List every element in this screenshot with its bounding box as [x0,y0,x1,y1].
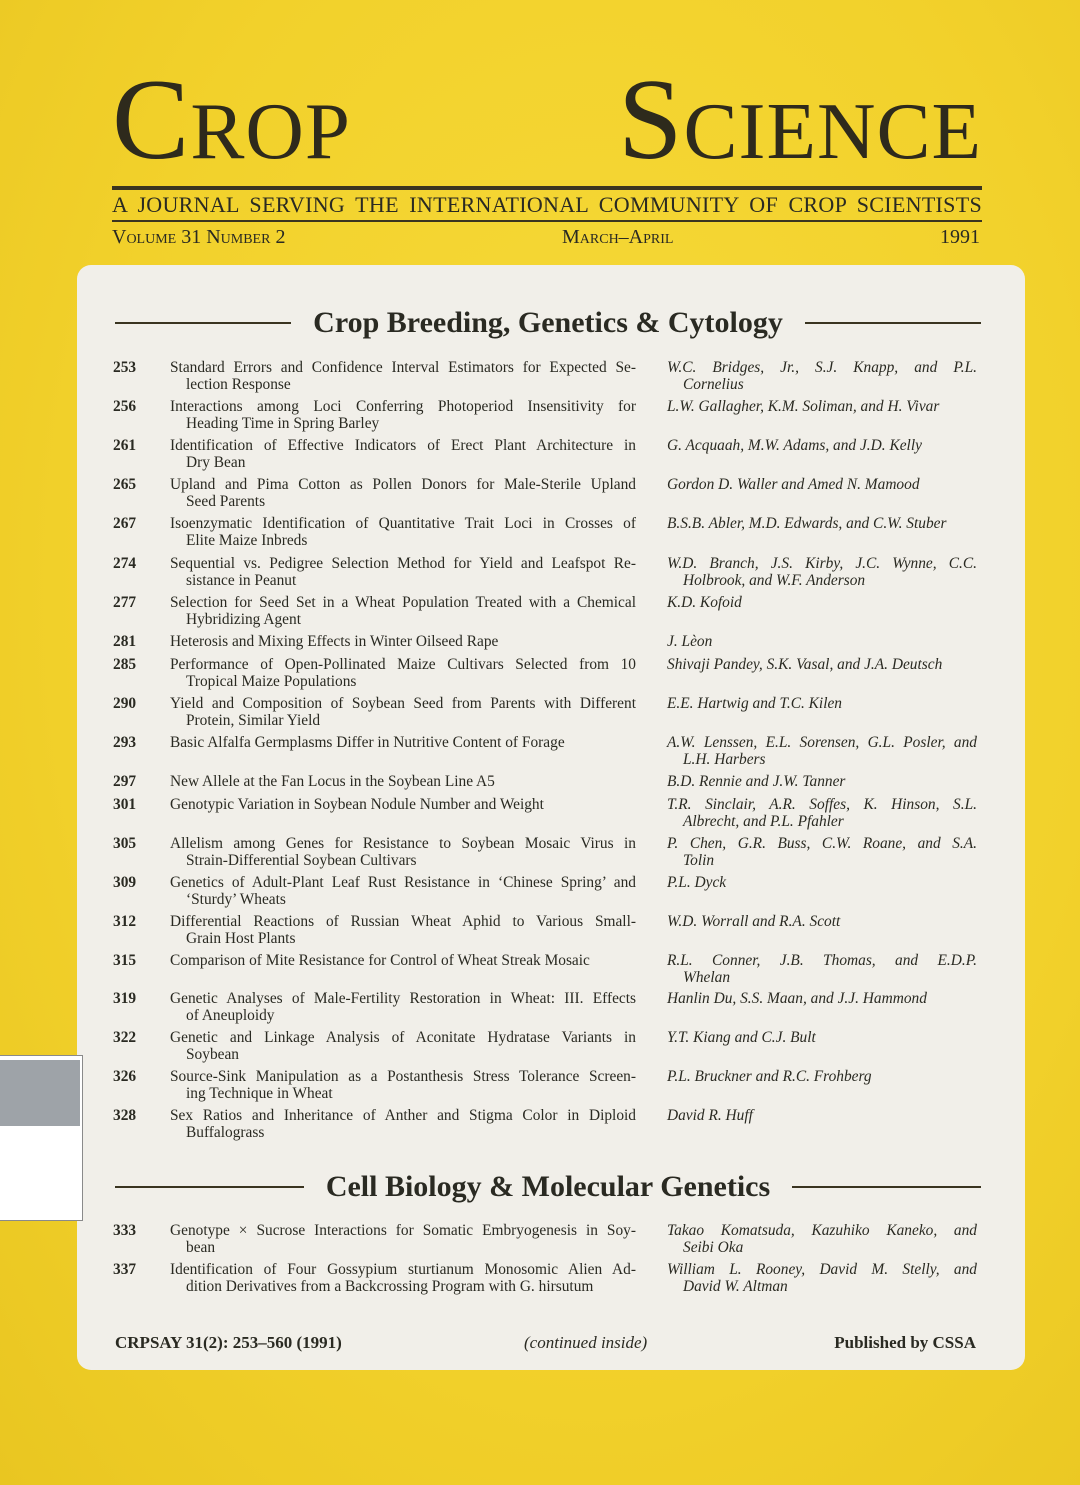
page-number: 322 [113,1029,137,1046]
article-title-line: Soybean [186,1045,240,1063]
article-title-line: Elite Maize Inbreds [186,531,308,549]
article-title-line: Standard Errors and Confidence Interval Estimators for Expected Se- [170,359,636,376]
page-number: 312 [113,913,137,930]
article-title-line: Genetic and Linkage Analysis of Aconitate Hydratase Variants in [170,1029,636,1046]
page-number: 293 [113,734,137,751]
article-title-line: sistance in Peanut [186,571,297,589]
article-title [170,438,636,471]
continued-note: (continued inside) [524,1333,648,1352]
article-title [170,1030,636,1063]
article-authors-line: G. Acquaah, M.W. Adams, and J.D. Kelly [667,437,922,454]
page-number: 333 [113,1222,137,1239]
issue-date: March–April [562,226,674,248]
article-title [170,399,636,432]
journal-code: CRPSAY 31(2): 253–560 (1991) [115,1333,342,1352]
article-authors [667,953,977,986]
article-authors-line: Takao Komatsuda, Kazuhiko Kaneko, and [667,1222,977,1239]
article-title [170,477,636,510]
masthead-rule-bottom [112,220,982,222]
page-number: 297 [113,773,137,790]
article-authors [667,438,977,455]
article-authors [667,1262,977,1295]
section-heading [115,1170,981,1204]
article-title [170,1223,636,1256]
article-authors-line: David R. Huff [667,1107,753,1124]
article-authors [667,1108,977,1125]
page-number: 285 [113,656,137,673]
article-title-line: bean [186,1238,216,1256]
article-title-line: Source-Sink Manipulation as a Postanthesis Stress Tolerance Screen- [170,1068,636,1085]
article-authors-line: B.D. Rennie and J.W. Tanner [667,773,846,790]
article-authors-line: R.L. Conner, J.B. Thomas, and E.D.P. [667,952,977,969]
library-sticker-strip [0,1060,80,1126]
article-title [170,735,636,752]
article-authors-line: A.W. Lenssen, E.L. Sorensen, G.L. Posler, and [667,734,977,751]
article-title-line: Tropical Maize Populations [186,672,357,690]
article-authors [667,477,977,494]
journal-title [112,56,982,184]
article-authors [667,360,977,393]
article-authors-line: Whelan [683,968,731,986]
article-authors-line: William L. Rooney, David M. Stelly, and [667,1261,977,1278]
article-title-line: Comparison of Mite Resistance for Control of Wheat Streak Mosaic [170,952,590,969]
article-authors-line: W.D. Worrall and R.A. Scott [667,913,841,930]
article-title-line: Selection for Seed Set in a Wheat Population Treated with a Chemical [170,594,636,611]
article-authors [667,991,977,1008]
article-authors [667,1030,977,1047]
article-authors [667,797,977,830]
article-title [170,516,636,549]
article-authors [667,657,977,674]
page-number: 305 [113,835,137,852]
article-title-line: Yield and Composition of Soybean Seed from Parents with Different [170,695,636,712]
article-title [170,991,636,1024]
article-title-line: Buffalograss [186,1123,265,1141]
article-authors-line: L.W. Gallagher, K.M. Soliman, and H. Vivar [667,398,940,415]
article-authors-line: K.D. Kofoid [667,594,742,611]
article-authors [667,516,977,533]
article-authors-line: Y.T. Kiang and C.J. Bult [667,1029,816,1046]
article-authors-line: Albrecht, and P.L. Pfahler [683,812,844,830]
article-title [170,360,636,393]
article-title-line: Dry Bean [186,453,246,471]
journal-subtitle: A JOURNAL SERVING THE INTERNATIONAL COMMUNITY OF CROP SCIENTISTS [112,192,982,217]
article-title [170,953,636,970]
article-authors-line: Shivaji Pandey, S.K. Vasal, and J.A. Deutsch [667,656,943,673]
article-title-line: Differential Reactions of Russian Wheat Aphid to Various Small- [170,913,636,930]
masthead [112,56,982,248]
article-title [170,634,636,651]
page-number: 256 [113,398,137,415]
article-authors-line: Hanlin Du, S.S. Maan, and J.J. Hammond [667,990,927,1007]
section-heading [115,306,981,340]
article-title-line: lection Response [186,375,291,393]
article-title [170,657,636,690]
article-title-line: ‘Sturdy’ Wheats [186,890,286,908]
heading-rule-right [805,322,981,324]
article-authors-line: J. Lèon [667,633,713,650]
page-number: 267 [113,515,137,532]
article-authors-line: Tolin [683,851,715,869]
library-sticker [0,1055,83,1221]
article-authors [667,634,977,651]
article-authors-line: W.C. Bridges, Jr., S.J. Knapp, and P.L. [667,359,977,376]
page-number: 328 [113,1107,137,1124]
page-number: 309 [113,874,137,891]
article-title-line: Genetics of Adult-Plant Leaf Rust Resistance in ‘Chinese Spring’ and [170,874,636,891]
article-title [170,556,636,589]
article-authors-line: E.E. Hartwig and T.C. Kilen [667,695,843,712]
article-title-line: ing Technique in Wheat [186,1084,333,1102]
section-heading-text: Cell Biology & Molecular Genetics [325,1170,771,1203]
article-title-line: Sequential vs. Pedigree Selection Method for Yield and Leafspot Re- [170,555,636,572]
page-number: 265 [113,476,137,493]
volume-number: Volume 31 Number 2 [112,226,286,248]
issue-year: 1991 [940,226,980,248]
article-authors [667,914,977,931]
article-title-line: Isoenzymatic Identification of Quantitative Trait Loci in Crosses of [170,515,636,532]
article-title-line: New Allele at the Fan Locus in the Soybean Line A5 [170,773,495,790]
article-title-line: Allelism among Genes for Resistance to Soybean Mosaic Virus in [170,835,636,852]
article-title-line: Strain-Differential Soybean Cultivars [186,851,417,869]
article-authors-line: Seibi Oka [683,1238,744,1256]
article-authors [667,875,977,892]
title-word-science: Science [618,56,982,184]
article-authors [667,556,977,589]
article-authors-line: Cornelius [683,375,744,393]
article-title [170,836,636,869]
article-authors-line: Gordon D. Waller and Amed N. Mamood [667,476,920,493]
article-authors [667,1223,977,1256]
article-title-line: dition Derivatives from a Backcrossing Program with G. hirsutum [186,1277,594,1295]
article-title [170,1069,636,1102]
section-heading-text: Crop Breeding, Genetics & Cytology [313,306,783,339]
article-title-line: Identification of Four Gossypium sturtianum Monosomic Alien Ad- [170,1261,636,1278]
article-authors [667,399,977,416]
page-number: 326 [113,1068,137,1085]
article-title-line: Interactions among Loci Conferring Photoperiod Insensitivity for [170,398,636,415]
article-title-line: Sex Ratios and Inheritance of Anther and Stigma Color in Diploid [170,1107,636,1124]
page-number: 301 [113,796,137,813]
article-title-line: of Aneuploidy [186,1006,275,1024]
article-authors-line: B.S.B. Abler, M.D. Edwards, and C.W. Stuber [667,515,947,532]
article-authors [667,735,977,768]
article-title-line: Heterosis and Mixing Effects in Winter Oilseed Rape [170,633,499,650]
article-authors-line: P.L. Dyck [667,874,727,891]
article-title-line: Identification of Effective Indicators of Erect Plant Architecture in [170,437,636,454]
page-number: 319 [113,990,137,1007]
article-title-line: Genotypic Variation in Soybean Nodule Number and Weight [170,796,544,813]
article-title [170,797,636,814]
article-authors-line: L.H. Harbers [683,750,766,768]
masthead-rule-top [112,186,982,190]
article-title-line: Genotype × Sucrose Interactions for Somatic Embryogenesis in Soy- [170,1222,636,1239]
article-authors-line: P.L. Bruckner and R.C. Frohberg [667,1068,872,1085]
article-authors-line: P. Chen, G.R. Buss, C.W. Roane, and S.A. [667,835,977,852]
page-number: 290 [113,695,137,712]
page-number: 337 [113,1261,137,1278]
article-title-line: Performance of Open-Pollinated Maize Cultivars Selected from 10 [170,656,636,673]
article-title-line: Upland and Pima Cotton as Pollen Donors for Male-Sterile Upland [170,476,636,493]
article-authors [667,836,977,869]
article-title-line: Grain Host Plants [186,929,296,947]
article-title [170,875,636,908]
article-authors-line: T.R. Sinclair, A.R. Soffes, K. Hinson, S.L. [667,796,977,813]
page-number: 277 [113,594,137,611]
article-authors [667,595,977,612]
article-title [170,595,636,628]
publisher-line: Published by CSSA [834,1333,976,1352]
article-authors [667,1069,977,1086]
page-number: 315 [113,952,137,969]
article-title-line: Protein, Similar Yield [186,711,321,729]
page-number: 274 [113,555,137,572]
heading-rule-left [115,322,291,324]
article-title-line: Heading Time in Spring Barley [186,414,380,432]
page-number: 261 [113,437,137,454]
article-title-line: Seed Parents [186,492,266,510]
article-title-line: Genetic Analyses of Male-Fertility Restoration in Wheat: III. Effects [170,990,636,1007]
article-authors [667,696,977,713]
article-authors-line: David W. Altman [683,1277,788,1295]
heading-rule-right [792,1186,981,1188]
page-number: 253 [113,359,137,376]
article-title-line: Basic Alfalfa Germplasms Differ in Nutritive Content of Forage [170,734,565,751]
article-authors-line: Holbrook, and W.F. Anderson [683,571,866,589]
article-title [170,914,636,947]
article-authors-line: W.D. Branch, J.S. Kirby, J.C. Wynne, C.C. [667,555,977,572]
heading-rule-left [115,1186,304,1188]
article-title [170,1108,636,1141]
article-title [170,774,636,791]
title-word-crop: Crop [112,56,351,184]
article-title [170,696,636,729]
article-authors [667,774,977,791]
article-title-line: Hybridizing Agent [186,610,301,628]
article-title [170,1262,636,1295]
page-number: 281 [113,633,137,650]
